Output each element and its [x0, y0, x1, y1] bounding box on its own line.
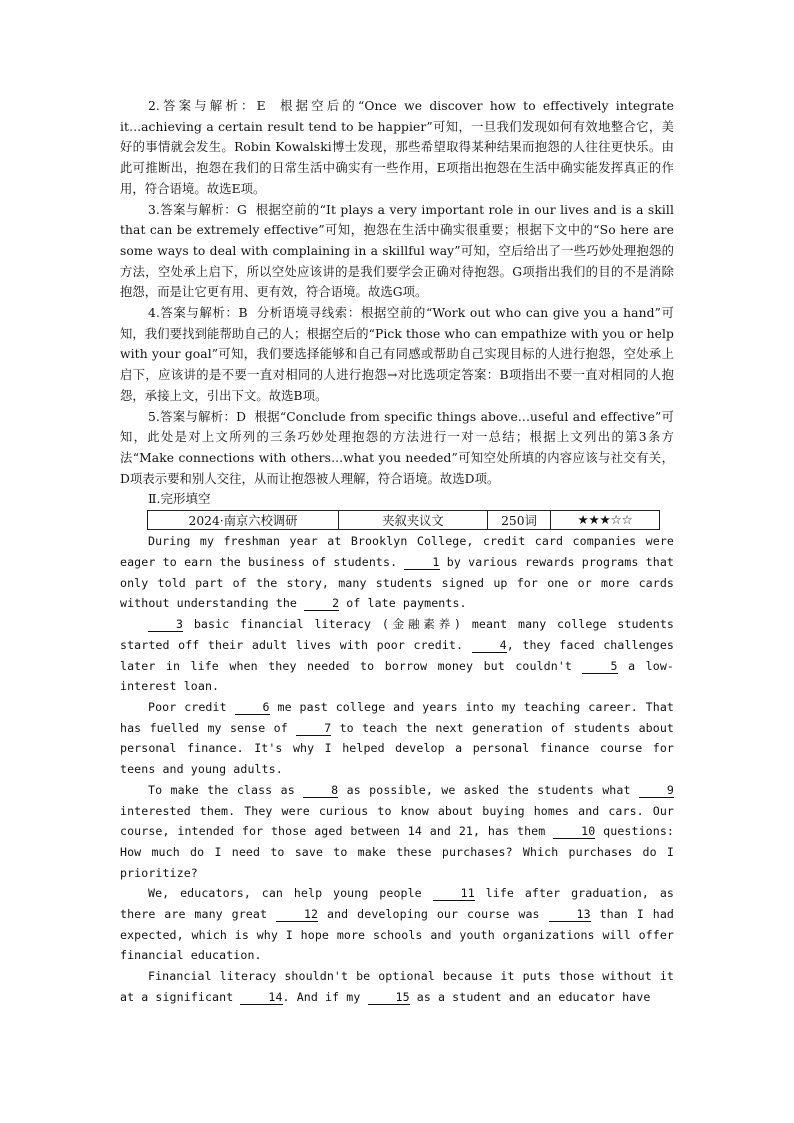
- answer-5: [120, 407, 674, 490]
- answer-label: 2.答案与解析：E: [148, 99, 266, 113]
- answer-text: 根据空前的“It plays a very important role in our lives and is a skill that can be extremely effective”可知，抱怨在生活中确实很重要；根据下文中的“So here are some ways to deal with complaining in a skillful way”可知，空后给出了一些巧妙处理抱怨的方法，空处承上启下，所以空处应该讲的是我们要学会正确对待抱怨。G项指出我们的目的不是消除抱怨，而是让它更有用、更有效，符合语境。故选G项。: [120, 202, 674, 300]
- blank-13[interactable]: 13: [549, 907, 591, 922]
- cloze-passage: [120, 531, 674, 1007]
- blank-10[interactable]: 10: [553, 824, 595, 839]
- answer-label: 5.答案与解析：D: [148, 409, 247, 424]
- source-cell: 2024·南京六校调研: [148, 511, 339, 530]
- answer-text: 分析语境寻线索：根据空前的“Work out who can give you a hand”可知，我们要找到能帮助自己的人；根据空后的“Pick those who can empathize with you or help with your goal”可知，我们要选择能够和自己有同感或帮助自己实现目标的人进行抱怨，空处承上启下，应该讲的是不要一直对相同的人进行抱怨→对比选项定答案：B项指出不要一直对相同的人抱怨，承接上文，引出下文。故选B项。: [120, 306, 674, 403]
- genre-cell: 夹叙夹议文: [339, 511, 488, 530]
- difficulty-cell: ★★★☆☆: [551, 511, 660, 530]
- blank-14[interactable]: 14: [240, 990, 282, 1005]
- passage-info-table: [147, 510, 660, 530]
- blank-9[interactable]: 9: [639, 783, 674, 798]
- document-page: [120, 96, 674, 1008]
- answer-label: 4.答案与解析：B: [148, 306, 248, 321]
- blank-5[interactable]: 5: [582, 659, 617, 674]
- blank-6[interactable]: 6: [235, 700, 270, 715]
- answer-2: [120, 96, 674, 200]
- answer-text: 根据“Conclude from specific things above...useful and effective”可知，此处是对上文所列的三条巧妙处理抱怨的方法进行一对一总结；根据上文列出的第3条方法“Make connections with others...what you needed”可知空处所填的内容应该与社交有关，D项表示要和别人交往，从而让抱怨被人理解，符合语境。故选D项。: [120, 409, 674, 486]
- blank-4[interactable]: 4: [472, 638, 507, 653]
- answer-label: 3.答案与解析：G: [148, 202, 247, 217]
- blank-7[interactable]: 7: [296, 721, 331, 736]
- cloze-paragraph-5: We, educators, can help young people 11 life after graduation, as there are many great 12 and developing our course was 13 than I had expected, which is why I hope more schools and youth organizations will offer financial education.: [120, 886, 674, 963]
- cloze-paragraph-2: 3 basic financial literacy (金融素养) meant many college students started off their adult lives with poor credit. 4, they faced challenges later in life when they needed to borrow money but couldn't 5 a low-interest loan.: [120, 617, 674, 694]
- blank-2[interactable]: 2: [304, 596, 339, 611]
- blank-15[interactable]: 15: [368, 990, 410, 1005]
- answer-3: [120, 200, 674, 304]
- cloze-paragraph-6: Financial literacy shouldn't be optional because it puts those without it at a significant 14. And if my 15 as a student and an educator have: [120, 969, 674, 1004]
- word-count-cell: 250词: [488, 511, 551, 530]
- answer-4: [120, 303, 674, 407]
- blank-12[interactable]: 12: [276, 907, 318, 922]
- cloze-paragraph-4: To make the class as 8 as possible, we asked the students what 9 interested them. They were curious to know about buying homes and cars. Our course, intended for those aged between 14 and 21, has them 10 questions: How much do I need to save to make these purchases? Which purchases do I prioritize?: [120, 782, 675, 880]
- cloze-paragraph-1: During my freshman year at Brooklyn College, credit card companies were eager to earn the business of students. 1 by various rewards programs that only told part of the story, many students signed up for one or more cards without understanding the 2 of late payments.: [120, 534, 674, 611]
- answer-text: 根据空后的“Once we discover how to effectively integrate it...achieving a certain result tend to be happier”可知，一旦我们发现如何有效地整合它，美好的事情就会发生。Robin Kowalski博士发现，那些希望取得某种结果而抱怨的人往往更快乐。由此可推断出，抱怨在我们的日常生活中确实有一些作用，E项指出抱怨在生活中确实能发挥真正的作用，符合语境。故选E项。: [120, 99, 674, 196]
- section-title: Ⅱ.完形填空: [148, 491, 211, 507]
- blank-11[interactable]: 11: [433, 886, 475, 901]
- cloze-paragraph-3: Poor credit 6 me past college and years into my teaching career. That has fuelled my sense of 7 to teach the next generation of students about personal finance. It's why I helped develop a personal finance course for teens and young adults.: [120, 699, 675, 777]
- blank-8[interactable]: 8: [303, 783, 338, 798]
- blank-3[interactable]: 3: [148, 617, 183, 632]
- blank-1[interactable]: 1: [404, 555, 439, 570]
